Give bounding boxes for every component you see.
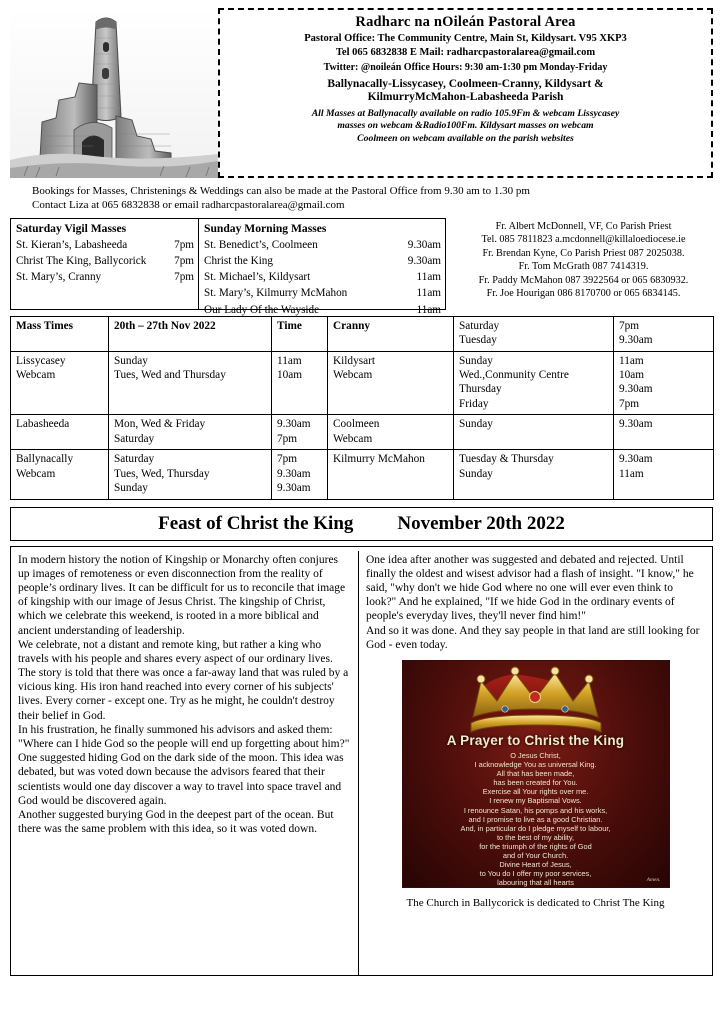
cell-parish: Labasheeda [11, 415, 109, 450]
priest-line: Fr. Joe Hourigan 086 8170700 or 065 6834145. [486, 288, 681, 300]
broadcast-note-1: All Masses at Ballynacally available on radio 105.9Fm & webcam Lissycasey [311, 108, 620, 120]
article-paragraph: In his frustration, he finally summoned his advisors and asked them: "Where can I hide God so the people will end up forgetting about him?" [18, 723, 350, 751]
booking-line-1: Bookings for Masses, Christenings & Weddings can also be made at the Pastoral Office from 9.30 am to 1.30 pm [32, 185, 530, 197]
article-paragraph: The story is told that there was once a far-away land that was ruled by a vicious king. His iron hand reached into every corner of his subjects' lives. Every corner - except one. Try as he might, he couldn't destroy their belief in God. [18, 667, 349, 722]
cell-parish: Lissycasey Webcam [11, 351, 109, 415]
parish-names-line-1: Ballynacally-Lissycasey, Coolmeen-Cranny, Kildysart & [327, 77, 604, 90]
office-hours: Twitter: @noileán Office Hours: 9:30 am-1:30 pm Monday-Friday [323, 61, 608, 73]
priest-line: Fr. Paddy McMahon 087 3922564 or 065 6830932. [478, 274, 689, 286]
cell-parish-2: Kilmurry McMahon [328, 450, 454, 499]
table-row [11, 316, 714, 351]
broadcast-note-2: masses on webcam &Radio100Fm. Kildysart masses on webcam [337, 120, 594, 132]
list-item: Christ The King, Ballycorick 7pm [16, 254, 194, 267]
masthead-text-box [218, 8, 713, 178]
article-paragraph: Another suggested burying God in the deepest part of the ocean. But there was the same problem with this idea, so it was voted down. [18, 808, 334, 836]
cell-days: Mon, Wed & Friday Saturday [109, 415, 272, 450]
morning-heading: Sunday Morning Masses [204, 221, 327, 235]
prayer-text: O Jesus Christ, I acknowledge You as universal King. All that has been made, has been created for You. Exercise all Your rights over me. I renew my Baptismal Vows. I renounce Satan, his pomps and his works, and I promise to live as a good Christian. And, in particular do I pledge myself to labour, to the best of my ability, for the triumph of the rights of God and of Your Church. Divine Heart of Jesus, to You do I offer my poor services, labouring that all hearts [460, 750, 611, 888]
article-right-column [359, 551, 712, 975]
cell-cranny-days: Saturday Tuesday [454, 316, 614, 351]
article-left-column [11, 551, 359, 975]
mass-summary-row [10, 218, 713, 316]
booking-line-2: Contact Liza at 065 6832838 or email radharcpastoralarea@gmail.com [32, 199, 345, 212]
list-item: Christ the King 9.30am [204, 254, 441, 267]
list-item: St. Benedict’s, Coolmeen 9.30am [204, 238, 441, 251]
cell-date-range: 20th – 27th Nov 2022 [109, 316, 272, 351]
article-paragraph: One idea after another was suggested and debated and rejected. Until finally the oldest and wisest advisor had a flash of insight. "I know," he said, "why don't we hide God where no one will ever even think to look?" And he explained, "If we hide God in the ordinary events of people's everyday lives, they'll never find him!" [366, 553, 694, 623]
article-paragraph: One suggested hiding God on the dark side of the moon. This idea was debated, but was voted down because the advisors feared that their scientists would one day discover a way to travel into space travel and God would be discovered again. [18, 752, 344, 807]
pastoral-office-address: Pastoral Office: The Community Centre, Main St, Kildysart. V95 XKP3 [304, 33, 627, 45]
list-item: St. Mary’s, Cranny 7pm [16, 271, 194, 284]
cell-parish: Ballynacally Webcam [11, 450, 109, 499]
cell-cranny-times: 7pm 9.30am [614, 316, 714, 351]
article-paragraph: In modern history the notion of Kingship or Monarchy often conjures up images of remoteness or even disconnection from the reality of people’s ordinary lives. It can be difficult for us to reconcile that image of kingship with our image of Jesus Christ. The kingship of Christ, which we celebrate this weekend, is rooted in a more biblical and ancient understanding of leadership. [18, 553, 346, 637]
mass-times-table [10, 316, 714, 500]
masthead [10, 8, 713, 180]
cell-days: Sunday Tues, Wed and Thursday [109, 351, 272, 415]
list-item: Our Lady Of the Wayside 11am [204, 303, 441, 316]
booking-info [10, 184, 713, 213]
prayer-card [402, 660, 670, 888]
cell-days: Saturday Tues, Wed, Thursday Sunday [109, 450, 272, 499]
cell-times-2: 9.30am [614, 415, 714, 450]
cell-times: 11am 10am [272, 351, 328, 415]
article-section [10, 546, 713, 976]
cell-parish-2: Coolmeen Webcam [328, 415, 454, 450]
table-row [11, 415, 714, 450]
article-paragraph: And so it was done. And they say people in that land are still looking for God - even today. [366, 624, 700, 651]
round-tower-ruin-illustration [10, 8, 218, 178]
list-item: St. Mary’s, Kilmurry McMahon 11am [204, 287, 441, 300]
feast-date: November 20th 2022 [397, 512, 565, 534]
vigil-heading: Saturday Vigil Masses [16, 221, 127, 235]
table-row [11, 351, 714, 415]
priest-line: Fr. Brendan Kyne, Co Parish Priest 087 2025038. [482, 247, 685, 259]
prayer-card-wrapper [366, 660, 705, 909]
prayer-card-title: A Prayer to Christ the King [446, 732, 625, 748]
parish-names-line-2: KilmurryMcMahon-Labasheeda Parish [367, 91, 564, 104]
priest-line: Fr. Tom McGrath 087 7414319. [518, 261, 649, 273]
card-caption: The Church in Ballycorick is dedicated to Christ The King [406, 896, 665, 909]
feast-title: Feast of Christ the King [158, 512, 354, 534]
broadcast-note-3: Coolmeen on webcam available on the parish websites [357, 132, 574, 144]
saturday-vigil-column [10, 218, 198, 310]
cell-cranny-label: Cranny [328, 316, 454, 351]
table-row [11, 450, 714, 499]
cell-parish-2: Kildysart Webcam [328, 351, 454, 415]
cell-days-2: Sunday [454, 415, 614, 450]
crown-illustration [461, 665, 611, 742]
pastoral-area-title: Radharc na nOileán Pastoral Area [355, 14, 576, 30]
cell-times: 9.30am 7pm [272, 415, 328, 450]
cell-days-2: Sunday Wed.,Conmunity Centre Thursday Friday [454, 351, 614, 415]
feast-banner [10, 507, 713, 541]
cell-time-label: Time [272, 316, 328, 351]
priests-column [446, 218, 713, 310]
list-item: St. Michael’s, Kildysart 11am [204, 271, 441, 284]
pastoral-office-contact: Tel 065 6832838 E Mail: radharcpastoralarea@gmail.com [335, 47, 596, 59]
cell-times: 7pm 9.30am 9.30am [272, 450, 328, 499]
cell-days-2: Tuesday & Thursday Sunday [454, 450, 614, 499]
article-paragraph: We celebrate, not a distant and remote king, but rather a king who travels with his people and shares every aspect of our ordinary lives. [18, 638, 333, 665]
cell-times-2: 9.30am 11am [614, 450, 714, 499]
priest-line: Fr. Albert McDonnell, VF, Co Parish Priest [495, 220, 672, 232]
cell-mass-times-label: Mass Times [11, 316, 109, 351]
sunday-morning-column [198, 218, 446, 316]
cell-times-2: 11am 10am 9.30am 7pm [614, 351, 714, 415]
priest-line: Tel. 085 7811823 a.mcdonnell@killaloediocese.ie [481, 234, 686, 246]
list-item: St. Kieran’s, Labasheeda 7pm [16, 238, 194, 251]
prayer-signature: Amen. [646, 876, 661, 883]
